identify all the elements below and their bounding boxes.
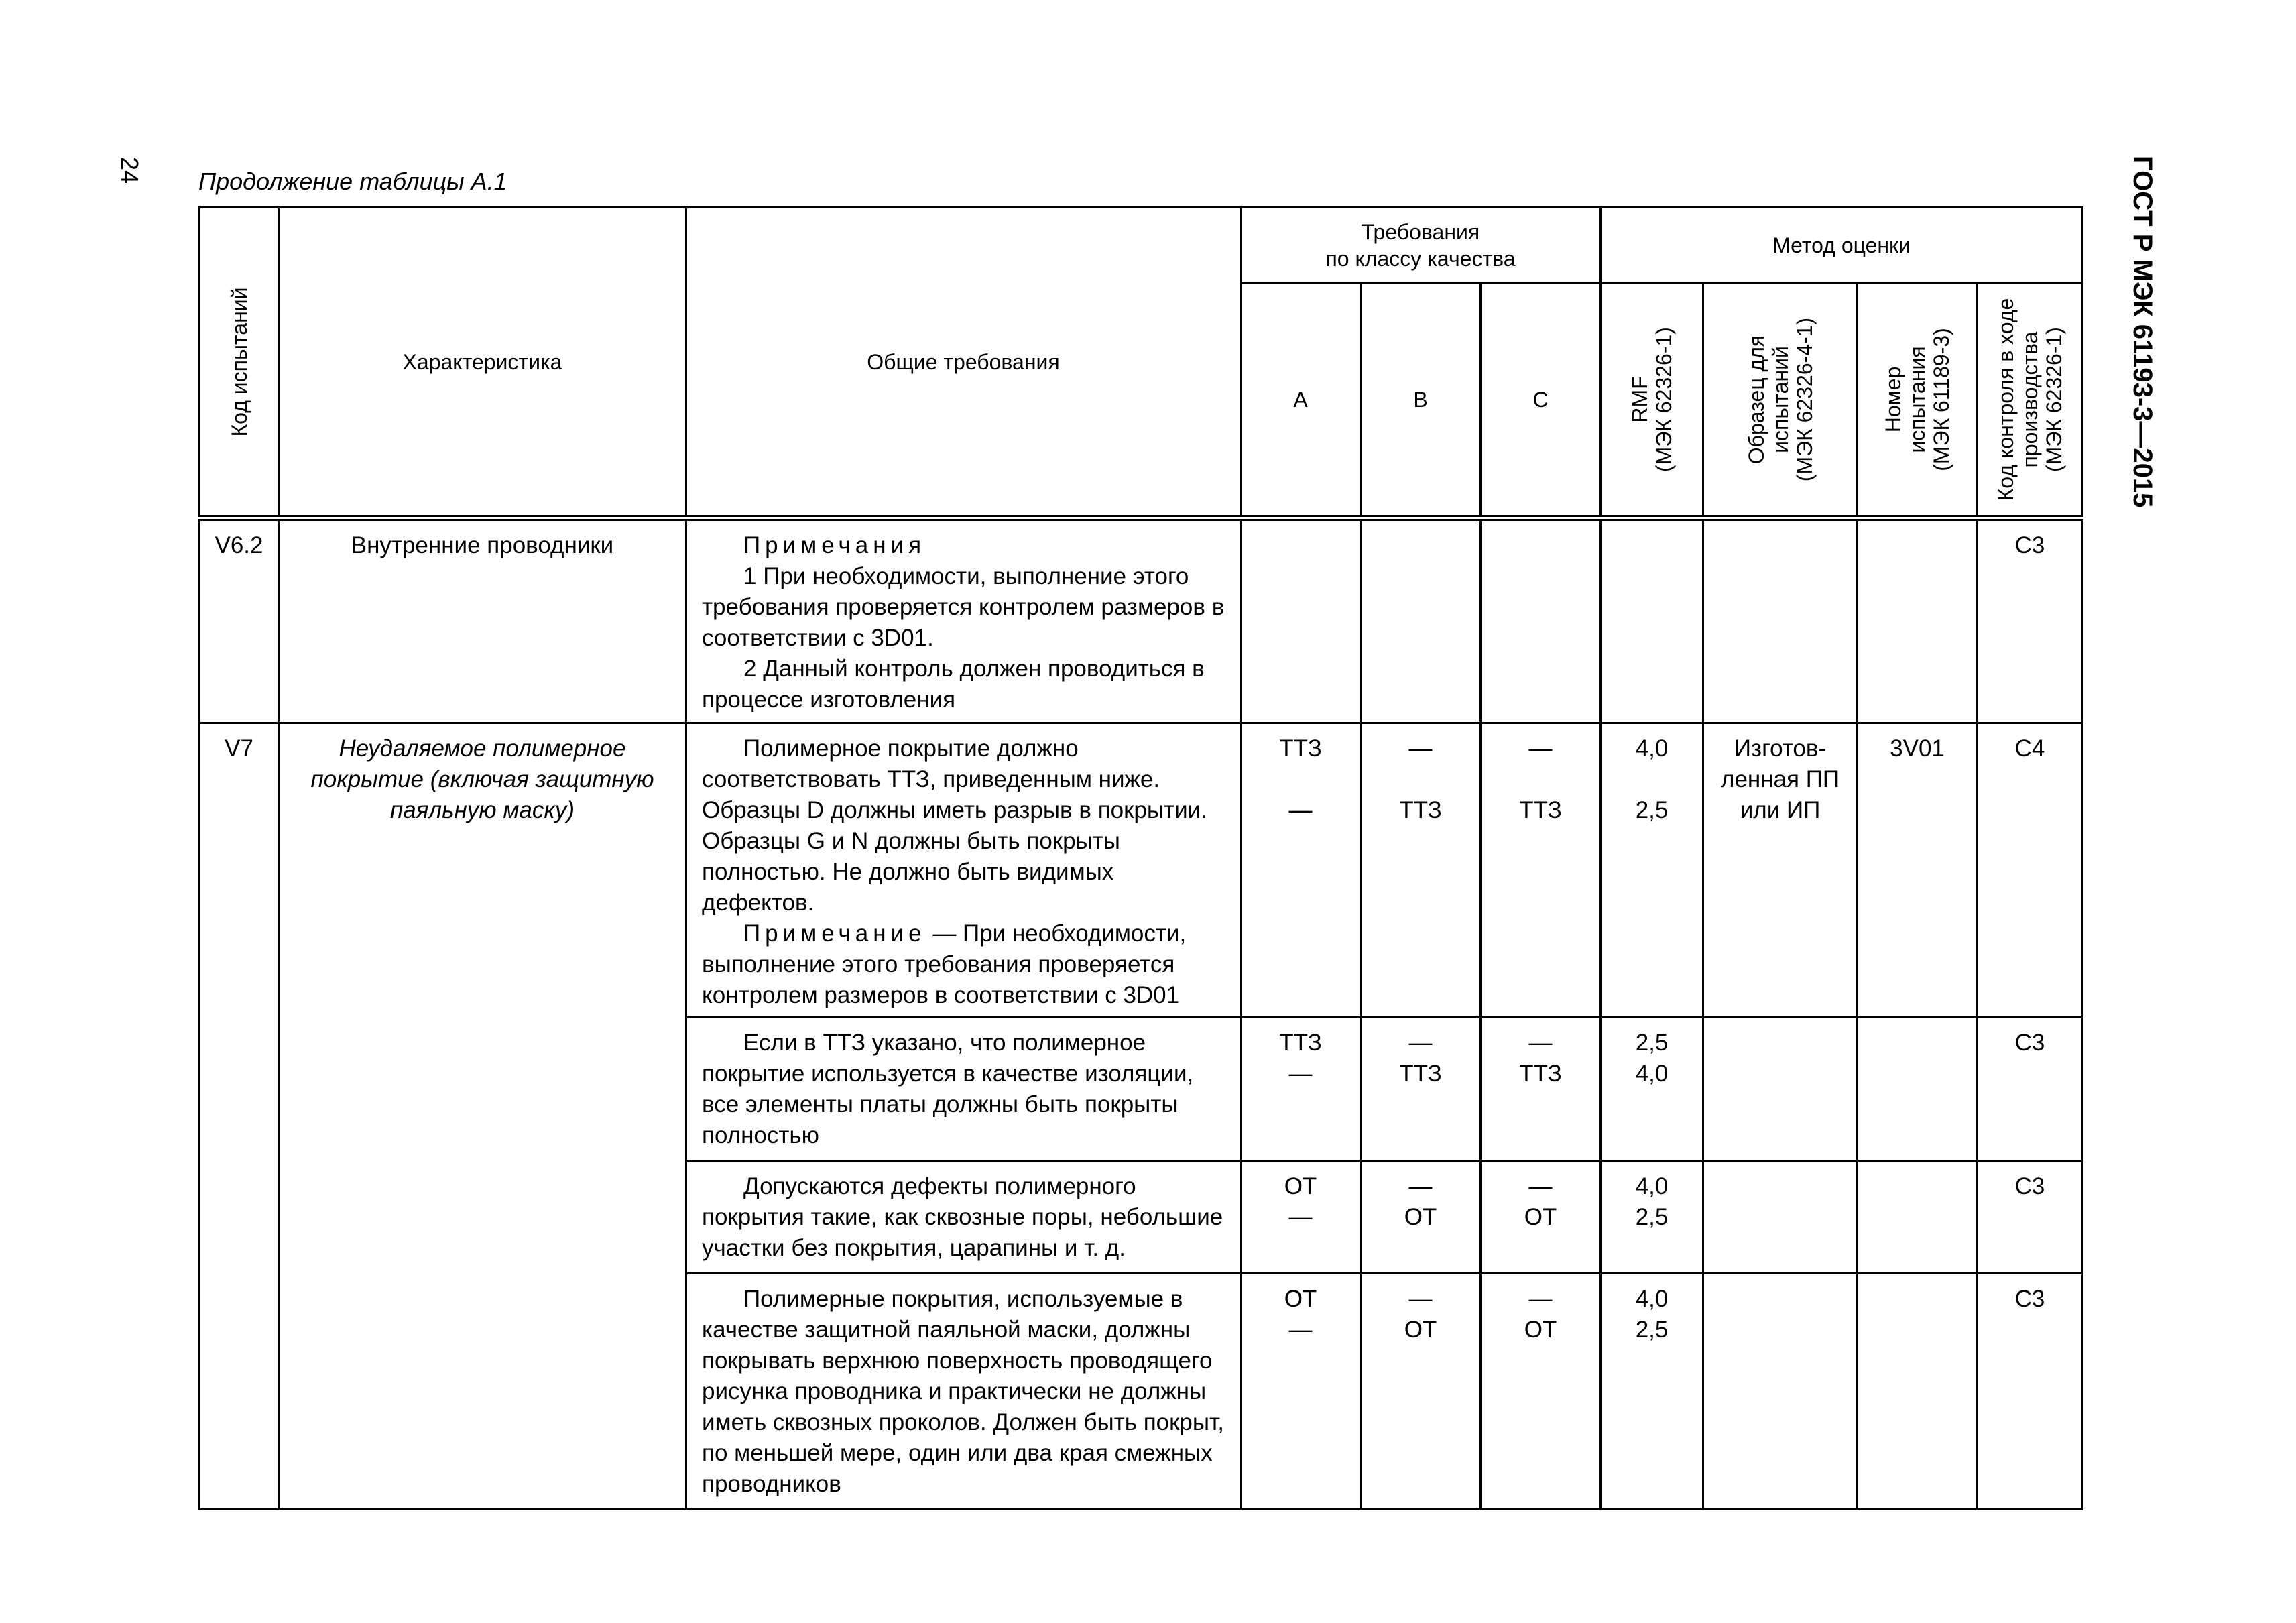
cell-control-code: C4 [1978, 723, 2083, 1018]
cell-sample [1703, 1018, 1858, 1161]
cell-sample [1703, 1274, 1858, 1510]
standard-title: ГОСТ Р МЭК 61193-3—2015 [2128, 156, 2157, 508]
cell-b: — ОТ [1361, 1161, 1481, 1274]
cell-b: — ОТ [1361, 1274, 1481, 1510]
cell-rmf: 4,0 2,5 [1601, 723, 1703, 1018]
header-rmf: RMF (МЭК 62326-1) [1601, 284, 1703, 518]
note-text: — При необходимости, выполнение этого требования проверяется контролем размеров в соответствии с 3D01 [702, 920, 1187, 1008]
page-number: 24 [116, 157, 143, 184]
note-label: Примечание [743, 920, 926, 947]
requirements-table [198, 206, 2083, 1510]
header-quality-req: Требования по классу качества [1241, 208, 1601, 284]
cell-b: — ТТЗ [1361, 1018, 1481, 1161]
requirement-text: Полимерное покрытие должно соответствовать ТТЗ, приведенным ниже. Образцы D должны иметь разрыв в покрытии. Образцы G и N должны быть покрыты полностью. Не должно быть видимых дефектов. [702, 735, 1207, 916]
table-row-v7-1 [200, 723, 2083, 1018]
header-control-code: Код контроля в ходе производства (МЭК 62326-1) [1978, 284, 2083, 518]
cell-sample [1703, 1161, 1858, 1274]
cell-rmf: 4,0 2,5 [1601, 1161, 1703, 1274]
cell-c: — ТТЗ [1481, 723, 1601, 1018]
header-characteristic: Характеристика [279, 208, 686, 518]
header-row-top [200, 208, 2083, 284]
cell-test-number [1858, 1018, 1978, 1161]
header-code: Код испытаний [200, 208, 279, 518]
row-general: Если в ТТЗ указано, что полимерное покрытие используется в качестве изоляции, все элементы платы должны быть покрыты полностью [686, 1018, 1241, 1161]
header-method: Метод оценки [1601, 208, 2083, 284]
row-code: V7 [200, 723, 279, 1510]
header-class-b: B [1361, 284, 1481, 518]
cell-c: — ОТ [1481, 1161, 1601, 1274]
cell-rmf [1601, 518, 1703, 723]
cell-c: — ОТ [1481, 1274, 1601, 1510]
cell-c: — ТТЗ [1481, 1018, 1601, 1161]
table-row-v6-2 [200, 518, 2083, 723]
cell-sample: Изготов- ленная ПП или ИП [1703, 723, 1858, 1018]
row-general [686, 723, 1241, 1018]
cell-b: — ТТЗ [1361, 723, 1481, 1018]
cell-a: ОТ — [1241, 1274, 1361, 1510]
note-title: Примечания [743, 532, 926, 558]
note-2: 2 Данный контроль должен проводиться в процессе изготовления [702, 656, 1205, 713]
note [702, 918, 1229, 1011]
row-characteristic: Неудаляемое полимерное покрытие (включая защитную паяльную маску) [279, 723, 686, 1510]
cell-control-code: C3 [1978, 1274, 2083, 1510]
row-general: Допускаются дефекты полимерного покрытия такие, как сквозные поры, небольшие участки без покрытия, царапины и т. д. [686, 1161, 1241, 1274]
row-general: Полимерные покрытия, используемые в качестве защитной паяльной маски, должны покрывать верхнюю поверхность проводящего рисунка проводника и практически не должны иметь сквозных проколов. Должен быть покрыт, по меньшей мере, один или два края смежных проводников [686, 1274, 1241, 1510]
cell-a: ТТЗ — [1241, 1018, 1361, 1161]
cell-test-number [1858, 1274, 1978, 1510]
cell-rmf: 4,0 2,5 [1601, 1274, 1703, 1510]
header-sample: Образец для испытаний (МЭК 62326-4-1) [1703, 284, 1858, 518]
row-code: V6.2 [200, 518, 279, 723]
cell-a: ОТ — [1241, 1161, 1361, 1274]
cell-test-number: 3V01 [1858, 723, 1978, 1018]
cell-rmf: 2,5 4,0 [1601, 1018, 1703, 1161]
note-1: 1 При необходимости, выполнение этого требования проверяется контролем размеров в соответствии с 3D01. [702, 563, 1225, 651]
cell-control-code: C3 [1978, 1018, 2083, 1161]
row-general [686, 518, 1241, 723]
cell-control-code: C3 [1978, 518, 2083, 723]
header-class-c: C [1481, 284, 1601, 518]
table-caption: Продолжение таблицы А.1 [198, 168, 507, 195]
cell-control-code: C3 [1978, 1161, 2083, 1274]
cell-a: ТТЗ — [1241, 723, 1361, 1018]
header-test-number: Номер испытания (МЭК 61189-3) [1858, 284, 1978, 518]
cell-c [1481, 518, 1601, 723]
row-characteristic: Внутренние проводники [279, 518, 686, 723]
header-general: Общие требования [686, 208, 1241, 518]
cell-sample [1703, 518, 1858, 723]
header-class-a: A [1241, 284, 1361, 518]
cell-test-number [1858, 1161, 1978, 1274]
cell-test-number [1858, 518, 1978, 723]
cell-a [1241, 518, 1361, 723]
cell-b [1361, 518, 1481, 723]
